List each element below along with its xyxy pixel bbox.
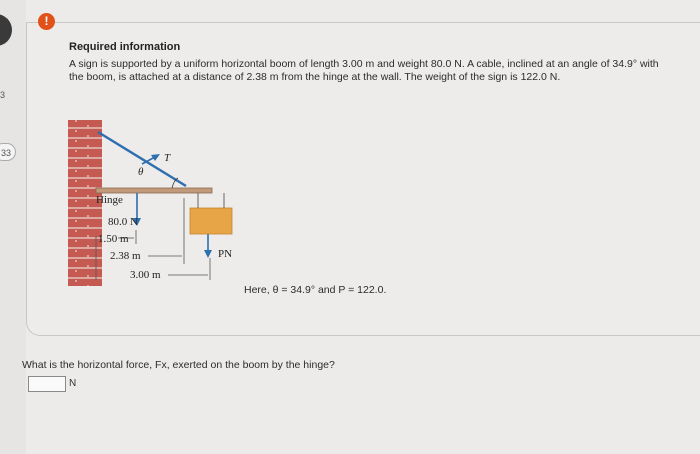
question-text: What is the horizontal force, Fx, exerted on the boom by the hinge? [22,359,335,371]
left-gutter [0,0,26,454]
boom-figure [60,118,260,288]
distance-1-label: 1.50 m [98,233,129,245]
answer-input[interactable] [28,376,66,392]
tension-label: T [164,152,171,164]
answer-unit: N [69,378,77,389]
sign-weight-label: PN [218,248,233,260]
boom [96,188,212,193]
sign [190,208,232,234]
angle-label: θ [138,166,144,178]
hinge-label: Hinge [96,194,123,206]
tension-arrow [151,154,160,161]
question-number-current[interactable]: 33 [0,143,16,161]
distance-3-label: 3.00 m [130,269,161,281]
given-values: Here, θ = 34.9° and P = 122.0. [244,284,387,296]
alert-icon: ! [38,13,55,30]
boom-weight-label: 80.0 N [108,216,138,228]
distance-2-label: 2.38 m [110,250,141,262]
required-info-title: Required information [69,41,181,53]
question-number-prev[interactable]: 3 [0,90,6,100]
sign-weight-arrow [204,250,212,258]
required-info-text: A sign is supported by a uniform horizontal boom of length 3.00 m and weight 80.0 N. A cable, inclined at an angle of 34.9° with the boom, is attached at a distance of 2.38 m from the hinge at the wall. The weight of the sign is 122.0 N. [69,58,659,83]
boom-diagram [60,118,260,288]
